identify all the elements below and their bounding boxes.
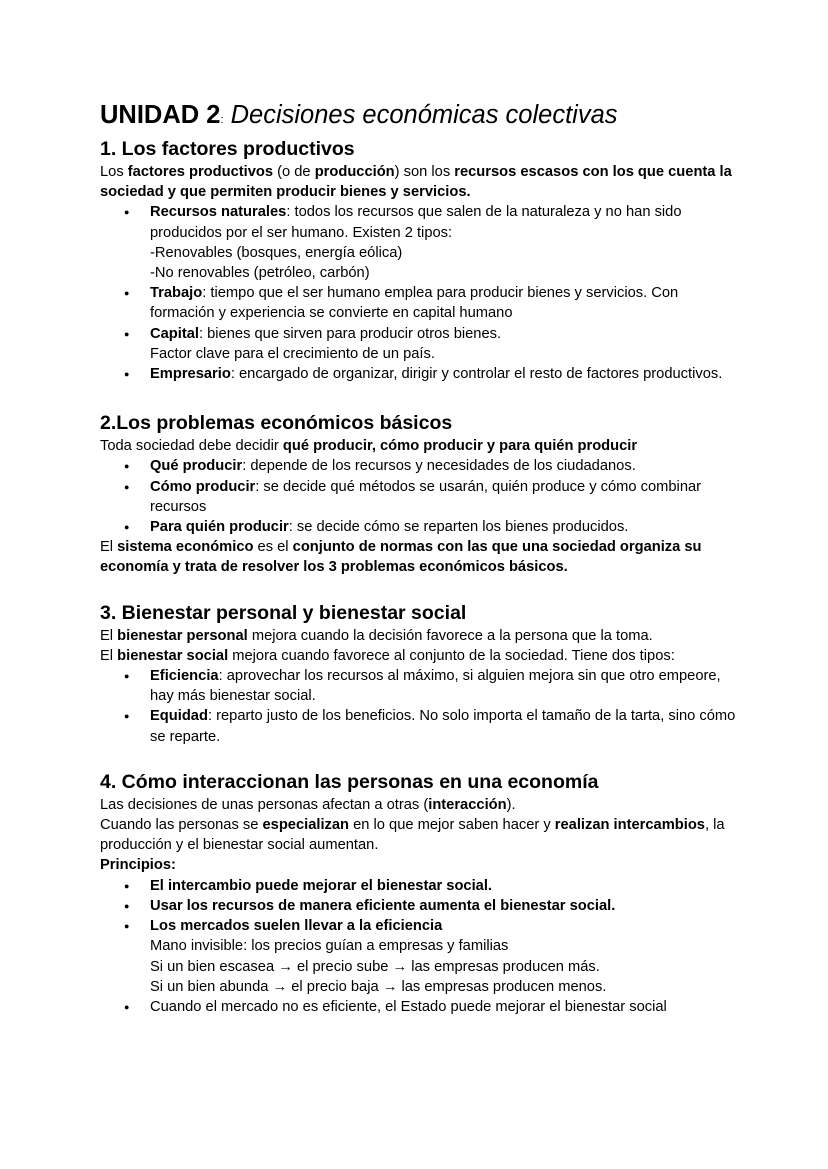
section-interaccion [100,770,740,1017]
factors-list [100,202,740,384]
list-item: ● Usar los recursos de manera eficiente aumenta el bienestar social. [150,896,740,916]
welfare-types-list [100,666,740,747]
document-page [100,98,740,1017]
spacer [100,384,740,411]
section-outro: El sistema económico es el conjunto de normas con las que una sociedad organiza su economía y trata de resolver los 3 problemas económicos básicos. [100,539,702,576]
page-subtitle: Decisiones económicas colectivas [230,101,618,129]
section-heading: 1. Los factores productivos [100,138,355,160]
paragraph: Cuando las personas se especializan en lo que mejor saben hacer y realizan intercambios, la producción y el bienestar social aumentan. [100,817,725,854]
spacer [100,578,740,601]
list-item: ● Qué producir: depende de los recursos y necesidades de los ciudadanos. [150,456,740,476]
list-item: ● Equidad: reparto justo de los beneficios. No solo importa el tamaño de la tarta, sino cómo se reparte. [150,706,740,746]
section-intro: Toda sociedad debe decidir qué producir, cómo producir y para quién producir [100,438,638,455]
section-bienestar [100,601,740,747]
paragraph: Las decisiones de unas personas afectan a otras (interacción). [100,796,516,813]
section-heading: 4. Cómo interaccionan las personas en una economía [100,770,599,793]
list-item: ● El intercambio puede mejorar el bienestar social. [150,876,740,896]
section-heading: 3. Bienestar personal y bienestar social [100,601,467,624]
section-problemas-economicos [100,411,740,577]
section-intro: Los factores productivos (o de producción) son los recursos escasos con los que cuenta la sociedad y que permiten producir bienes y servicios. [100,164,732,201]
principles-list [100,876,740,1017]
list-item: ● Capital: bienes que sirven para producir otros bienes. Factor clave para el crecimiento de un país. [150,324,740,364]
page-title: UNIDAD 2: Decisiones económicas colectivas [100,101,618,129]
list-item: ● Para quién producir: se decide cómo se reparten los bienes producidos. [150,517,740,537]
section-heading: 2.Los problemas económicos básicos [100,412,453,435]
list-item: ● Cuando el mercado no es eficiente, el Estado puede mejorar el bienestar social [150,997,740,1017]
list-item: ● Los mercados suelen llevar a la eficiencia Mano invisible: los precios guían a empresas y familias Si un bien escasea → el precio sube → las empresas producen más. Si un bien abunda → el precio baja → las empresas producen menos. [150,916,740,997]
paragraph: El bienestar social mejora cuando favorece al conjunto de la sociedad. Tiene dos tipos: [100,647,675,664]
list-item: ● Trabajo: tiempo que el ser humano emplea para producir bienes y servicios. Con formación y experiencia se convierte en capital humano [150,283,740,323]
list-item: ● Recursos naturales: todos los recursos que salen de la naturaleza y no han sido producidos por el ser humano. Existen 2 tipos: -Renovables (bosques, energía eólica) -No renovables (petróleo, carbón) [150,202,740,283]
paragraph: El bienestar personal mejora cuando la decisión favorece a la persona que la toma. [100,627,653,644]
principles-label: Principios: [100,857,176,874]
list-item: ● Eficiencia: aprovechar los recursos al máximo, si alguien mejora sin que otro empeore, hay más bienestar social. [150,666,740,706]
section-factores-productivos [100,137,740,384]
problems-list [100,456,740,537]
list-item: ● Empresario: encargado de organizar, dirigir y controlar el resto de factores productivos. [150,364,740,384]
list-item: ● Cómo producir: se decide qué métodos se usarán, quién produce y cómo combinar recursos [150,477,740,517]
spacer [100,747,740,770]
